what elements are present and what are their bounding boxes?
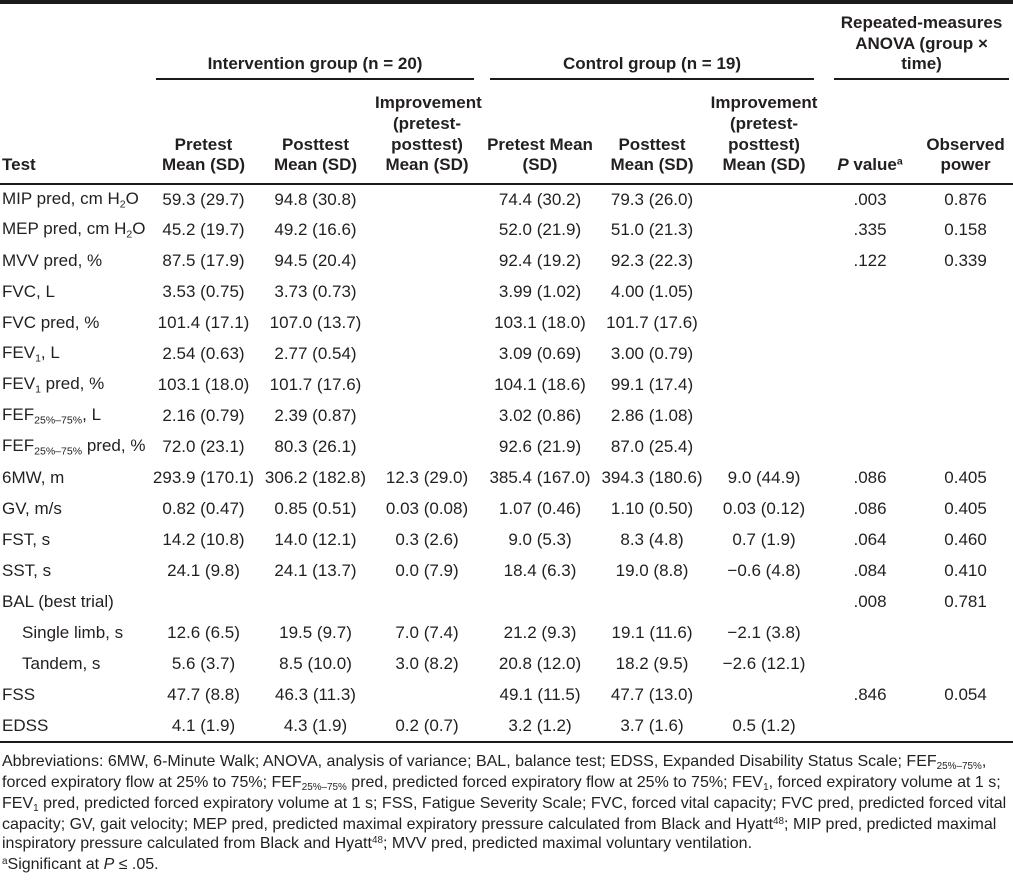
text-segment: pred, % [82, 436, 146, 456]
value-cell [918, 432, 1013, 463]
value-cell: 4.3 (1.9) [259, 711, 372, 742]
value-cell: 47.7 (13.0) [610, 685, 694, 705]
text-segment: ; MIP pred, predicted maximal inspiratory pressure calculated from Black and Hyatt [2, 816, 997, 853]
intervention-group-label: Intervention group (n = 20) [156, 54, 474, 80]
value-cell [148, 587, 259, 618]
text-segment: Abbreviations: 6MW, 6-Minute Walk; ANOVA, analysis of variance; BAL, balance test; EDSS, Expanded Disability Status Scale; FEF [2, 753, 937, 770]
value-cell: 3.2 (1.2) [482, 711, 598, 742]
text-segment: SST, s [2, 561, 52, 581]
value-cell: .086 [853, 468, 887, 488]
text-segment: FVC, L [2, 282, 55, 302]
value-cell: 14.2 (10.8) [162, 530, 245, 550]
value-cell: 101.4 (17.1) [157, 313, 250, 333]
table-row [0, 463, 1013, 494]
value-cell: 92.3 (22.3) [610, 251, 694, 271]
text-segment: FSS [2, 685, 36, 705]
value-cell: 87.0 (25.4) [610, 437, 694, 457]
value-cell: 103.1 (18.0) [494, 313, 586, 333]
text-segment: 25%–75% [34, 445, 83, 458]
text-segment: 2 [119, 197, 126, 210]
value-cell: 51.0 (21.3) [610, 220, 694, 240]
text-segment: 25%–75% [301, 782, 347, 794]
text-segment: 2 [126, 228, 133, 241]
table-header [0, 2, 1013, 184]
value-cell: .084 [853, 561, 887, 581]
table-row [0, 618, 1013, 649]
value-cell [822, 277, 918, 308]
value-cell: 1.07 (0.46) [498, 499, 582, 519]
value-cell: 19.0 (8.8) [615, 561, 689, 581]
value-cell: 103.1 (18.0) [157, 375, 250, 395]
value-cell: 59.3 (29.7) [162, 189, 245, 209]
value-cell: 0.339 [944, 251, 987, 271]
table-row [0, 215, 1013, 246]
value-cell: 74.4 (30.2) [498, 189, 582, 209]
text-segment: Tandem, s [22, 654, 101, 674]
text-segment: 1 [33, 803, 39, 815]
value-cell: 0.03 (0.08) [385, 499, 469, 519]
value-cell: 0.5 (1.2) [706, 711, 822, 742]
abbreviations-note [2, 752, 1009, 854]
col-header-observed-power: Observed power [918, 80, 1013, 184]
table-row [0, 525, 1013, 556]
value-cell: 3.02 (0.86) [498, 406, 582, 426]
value-cell [918, 277, 1013, 308]
text-segment: 6MW, m [2, 468, 65, 488]
value-cell [918, 401, 1013, 432]
value-cell [259, 587, 372, 618]
text-segment: MIP pred, cm H [2, 188, 120, 208]
value-cell: 99.1 (17.4) [610, 375, 694, 395]
value-cell: 293.9 (170.1) [152, 468, 255, 488]
anova-group-header [822, 2, 1013, 80]
value-cell: 14.0 (12.1) [274, 530, 357, 550]
value-cell: 19.5 (9.7) [279, 623, 352, 643]
value-cell: 2.39 (0.87) [274, 406, 357, 426]
value-cell: 394.3 (180.6) [601, 468, 703, 488]
value-cell: .335 [853, 220, 887, 240]
text-segment: MEP pred, cm H [2, 219, 127, 239]
value-cell: 80.3 (26.1) [274, 437, 357, 457]
value-cell: 8.3 (4.8) [620, 530, 684, 550]
text-segment: ≤ .05. [114, 855, 159, 873]
text-segment: pred, % [40, 374, 105, 394]
col-header-control-improvement: Improvement (pretest-posttest) Mean (SD) [706, 80, 822, 184]
test-label [0, 494, 148, 525]
value-cell: 0.03 (0.12) [722, 499, 806, 519]
value-cell: 3.09 (0.69) [498, 344, 582, 364]
value-cell [372, 370, 482, 401]
test-label [0, 215, 148, 246]
test-label [0, 463, 148, 494]
value-cell: 0.158 [944, 220, 987, 240]
col-header-intervention-posttest: Posttest Mean (SD) [259, 80, 372, 184]
text-segment: a [896, 156, 903, 168]
value-cell: −2.1 (3.8) [727, 623, 801, 643]
text-segment: 48 [371, 835, 383, 847]
value-cell: 104.1 (18.6) [494, 375, 586, 395]
value-cell: 2.16 (0.79) [162, 406, 245, 426]
test-label [0, 525, 148, 556]
value-cell [918, 618, 1013, 649]
value-cell: 46.3 (11.3) [275, 685, 356, 705]
col-header-p-value [822, 80, 918, 184]
value-cell [822, 711, 918, 742]
value-cell [372, 308, 482, 339]
text-segment: FEF [2, 405, 35, 425]
table-row [0, 587, 1013, 618]
text-segment: 48 [773, 816, 785, 828]
test-label [0, 711, 148, 742]
test-label [0, 246, 148, 277]
text-segment: O [132, 219, 146, 239]
value-cell [372, 401, 482, 432]
text-segment: value [848, 155, 897, 175]
value-cell [822, 401, 918, 432]
table-row [0, 556, 1013, 587]
group-header-row [0, 2, 1013, 80]
value-cell: 4.1 (1.9) [148, 711, 259, 742]
control-group-label: Control group (n = 19) [490, 54, 814, 80]
value-cell: 19.1 (11.6) [611, 623, 693, 643]
table-row [0, 401, 1013, 432]
table-row [0, 246, 1013, 277]
value-cell: 1.10 (0.50) [610, 499, 694, 519]
value-cell [372, 246, 482, 277]
text-segment: 25%–75% [34, 414, 83, 427]
value-cell [372, 587, 482, 618]
text-segment: FEF [2, 436, 35, 456]
value-cell [918, 711, 1013, 742]
value-cell [372, 184, 482, 215]
value-cell [822, 432, 918, 463]
value-cell: 24.1 (13.7) [274, 561, 357, 581]
value-cell: 3.99 (1.02) [498, 282, 582, 302]
value-cell: 21.2 (9.3) [503, 623, 577, 643]
test-label [0, 308, 148, 339]
value-cell [706, 432, 822, 463]
value-cell: 47.7 (8.8) [167, 685, 240, 705]
value-cell: 3.73 (0.73) [274, 282, 357, 302]
value-cell [372, 277, 482, 308]
text-segment: , forced expiratory volume at 1 s; FEV [2, 774, 1001, 813]
text-segment: P [103, 855, 115, 873]
value-cell: 0.054 [944, 685, 987, 705]
text-segment: FEV [2, 343, 36, 363]
value-cell: 0.82 (0.47) [162, 499, 245, 519]
value-cell [822, 339, 918, 370]
table-row [0, 711, 1013, 742]
text-segment: FEV [2, 374, 36, 394]
value-cell: 306.2 (182.8) [264, 468, 367, 488]
col-header-intervention-pretest: Pretest Mean (SD) [148, 80, 259, 184]
col-header-control-posttest: Posttest Mean (SD) [598, 80, 706, 184]
text-segment: EDSS [2, 715, 49, 735]
value-cell: 92.6 (21.9) [498, 437, 582, 457]
value-cell [706, 184, 822, 215]
value-cell [918, 339, 1013, 370]
value-cell [822, 370, 918, 401]
value-cell [706, 277, 822, 308]
table-row [0, 308, 1013, 339]
value-cell: 72.0 (23.1) [162, 437, 245, 457]
value-cell: 0.405 [944, 468, 987, 488]
col-header-test: Test [0, 80, 148, 184]
value-cell: 94.8 (30.8) [274, 189, 357, 209]
value-cell [706, 401, 822, 432]
anova-group-label: Repeated-measures ANOVA (group × time) [834, 13, 1009, 80]
text-segment: BAL (best trial) [2, 592, 114, 612]
table-row [0, 184, 1013, 215]
value-cell: 12.3 (29.0) [385, 468, 469, 488]
value-cell: 0.781 [944, 592, 987, 612]
value-cell: 92.4 (19.2) [498, 251, 582, 271]
value-cell: 3.0 (8.2) [395, 654, 459, 674]
text-segment: FST, s [2, 530, 51, 550]
test-label [0, 184, 148, 215]
value-cell: 7.0 (7.4) [395, 623, 459, 643]
value-cell: 9.0 (44.9) [727, 468, 801, 488]
table-row [0, 494, 1013, 525]
value-cell: 12.6 (6.5) [167, 623, 240, 643]
test-label [0, 649, 148, 680]
value-cell [598, 587, 706, 618]
text-segment: MVV pred, % [2, 251, 103, 271]
value-cell [482, 587, 598, 618]
value-cell: 2.54 (0.63) [162, 344, 245, 364]
control-group-header [482, 2, 822, 80]
value-cell [706, 339, 822, 370]
table-row [0, 432, 1013, 463]
test-label [0, 339, 148, 370]
value-cell [372, 432, 482, 463]
value-cell [706, 587, 822, 618]
value-cell: 0.405 [944, 499, 987, 519]
value-cell: 3.53 (0.75) [162, 282, 245, 302]
test-label [0, 370, 148, 401]
text-segment: 1 [35, 352, 41, 365]
value-cell: 24.1 (9.8) [167, 561, 240, 581]
text-segment: GV, m/s [2, 499, 62, 519]
value-cell: 9.0 (5.3) [508, 530, 572, 550]
intervention-group-header [148, 2, 482, 80]
value-cell: 0.85 (0.51) [274, 499, 357, 519]
value-cell: .086 [853, 499, 887, 519]
value-cell [918, 370, 1013, 401]
table-row [0, 370, 1013, 401]
text-segment: , forced expiratory flow at 25% to 75%; FEF [2, 753, 987, 792]
value-cell [822, 649, 918, 680]
value-cell: 45.2 (19.7) [162, 220, 245, 240]
value-cell [706, 680, 822, 711]
test-label [0, 587, 148, 618]
value-cell: 0.460 [944, 530, 987, 550]
value-cell: .122 [853, 251, 887, 271]
col-header-intervention-improvement: Improvement (pretest-posttest) Mean (SD) [372, 80, 482, 184]
table-row [0, 649, 1013, 680]
text-segment: ; MVV pred, predicted maximal voluntary ventilation. [382, 835, 753, 853]
value-cell [822, 308, 918, 339]
value-cell: 107.0 (13.7) [269, 313, 362, 333]
value-cell: 0.2 (0.7) [372, 711, 482, 742]
text-segment: pred, predicted forced expiratory flow at 25% to 75%; FEV [346, 774, 764, 792]
value-cell: 49.1 (11.5) [499, 685, 581, 705]
column-header-row [0, 80, 1013, 184]
text-segment: P [837, 155, 849, 175]
value-cell: −0.6 (4.8) [727, 561, 801, 581]
text-segment: , L [82, 405, 102, 425]
corner-spacer [0, 2, 148, 80]
value-cell [706, 370, 822, 401]
value-cell: −2.6 (12.1) [722, 654, 806, 674]
text-segment: pred, predicted forced expiratory volume at 1 s; FSS, Fatigue Severity Scale; FVC, forced vital capacity; FVC pred, predicted forced vital capacity; GV, gait velocity; MEP pred, predicted maximal expiratory pressure calculated from Black and Hyatt [2, 795, 1007, 834]
value-cell [372, 339, 482, 370]
value-cell: 20.8 (12.0) [498, 654, 582, 674]
table-row [0, 339, 1013, 370]
test-label [0, 618, 148, 649]
text-segment: 1 [763, 782, 769, 794]
value-cell: .846 [853, 685, 887, 705]
value-cell [372, 215, 482, 246]
value-cell: .003 [853, 189, 887, 209]
value-cell: 49.2 (16.6) [274, 220, 357, 240]
significance-note [2, 855, 1009, 874]
value-cell: 4.00 (1.05) [610, 282, 694, 302]
table-row [0, 277, 1013, 308]
value-cell [706, 308, 822, 339]
test-label [0, 556, 148, 587]
value-cell: 3.7 (1.6) [598, 711, 706, 742]
value-cell [918, 308, 1013, 339]
value-cell: 0.7 (1.9) [732, 530, 796, 550]
value-cell: .064 [853, 530, 887, 550]
footnotes [0, 743, 1013, 874]
text-segment: FVC pred, % [2, 313, 100, 333]
value-cell: 5.6 (3.7) [171, 654, 236, 674]
text-segment: , L [40, 343, 60, 363]
text-segment: Single limb, s [22, 623, 124, 643]
text-segment: 1 [35, 383, 41, 396]
value-cell [706, 215, 822, 246]
text-segment: Significant at [7, 855, 104, 873]
test-label [0, 277, 148, 308]
text-segment: a [2, 855, 8, 867]
value-cell: 87.5 (17.9) [162, 251, 245, 271]
text-segment: O [125, 188, 139, 208]
value-cell: 8.5 (10.0) [279, 654, 352, 674]
value-cell: 385.4 (167.0) [489, 468, 591, 488]
value-cell: 18.2 (9.5) [615, 654, 689, 674]
value-cell: 3.00 (0.79) [610, 344, 694, 364]
col-header-control-pretest: Pretest Mean (SD) [482, 80, 598, 184]
value-cell: 0.876 [944, 189, 987, 209]
table-body [0, 184, 1013, 742]
value-cell: 0.3 (2.6) [395, 530, 459, 550]
value-cell: 2.77 (0.54) [274, 344, 357, 364]
value-cell: 18.4 (6.3) [503, 561, 577, 581]
value-cell: 0.0 (7.9) [395, 561, 459, 581]
test-label [0, 401, 148, 432]
value-cell [918, 649, 1013, 680]
value-cell: 79.3 (26.0) [610, 189, 694, 209]
test-label [0, 680, 148, 711]
value-cell: 101.7 (17.6) [269, 375, 362, 395]
value-cell [706, 246, 822, 277]
value-cell: 2.86 (1.08) [610, 406, 694, 426]
value-cell [822, 618, 918, 649]
value-cell: 0.410 [944, 561, 987, 581]
value-cell: 94.5 (20.4) [274, 251, 357, 271]
value-cell: .008 [853, 592, 887, 612]
value-cell [372, 680, 482, 711]
value-cell: 101.7 (17.6) [606, 313, 698, 333]
value-cell: 52.0 (21.9) [498, 220, 582, 240]
text-segment: 25%–75% [936, 761, 982, 773]
test-label [0, 432, 148, 463]
table-row [0, 680, 1013, 711]
